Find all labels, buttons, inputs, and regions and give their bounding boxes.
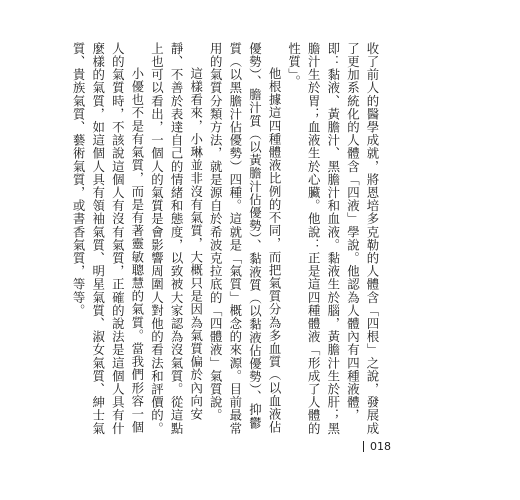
paragraph-2: 他根據這四種體液比例的不同，而把氣質分為多血質（以血液佔優勢）、膽汁質（以黃膽汁佔優勢）、黏液質（以黏液佔優勢）、抑鬱質（以黑膽汁佔優勢）四種。這就是「氣質」概念的來源。目前最常用的氣質分類方法，就是源自於希波克拉底的「四體液」氣質說。 — [208, 42, 283, 435]
page-number: 018 — [370, 440, 391, 453]
paragraph-3: 這樣看來，小琳並非沒有氣質，大概只是因為氣質偏於內向安靜、不善於表達自己的情緒和態度，以致被大家認為沒氣質。從這點上也可以看出，一個人的氣質是會影響周圍人對他的看法和評價的。 — [149, 42, 204, 435]
paragraph-1: 收了前人的醫學成就，將恩培多克勒的人體含「四根」之說，發展成了更加系統化的人體含「四液」學說。他認為人體內有四種液體，即：黏液、黃膽汁、黑膽汁和血液。黏液生於腦，黃膽汁生於肝；黑膽汁生於胃；血液生於心臟。他說：正是這四種體液「形成了人體的性質」。 — [286, 42, 380, 435]
folio-divider — [363, 441, 364, 452]
page-folio — [363, 440, 391, 453]
body-text — [69, 42, 383, 442]
paragraph-4: 小優也不是有氣質，而是有著靈敏聰慧的氣質。當我們形容一個人的氣質時，不該說這個人有沒有氣質，正確的說法是這個人具有什麼樣的氣質，如這個人具有領袖氣質、明星氣質、淑女氣質、紳士氣質、貴族氣質、藝術氣質，或書香氣質，等等。 — [71, 42, 145, 435]
